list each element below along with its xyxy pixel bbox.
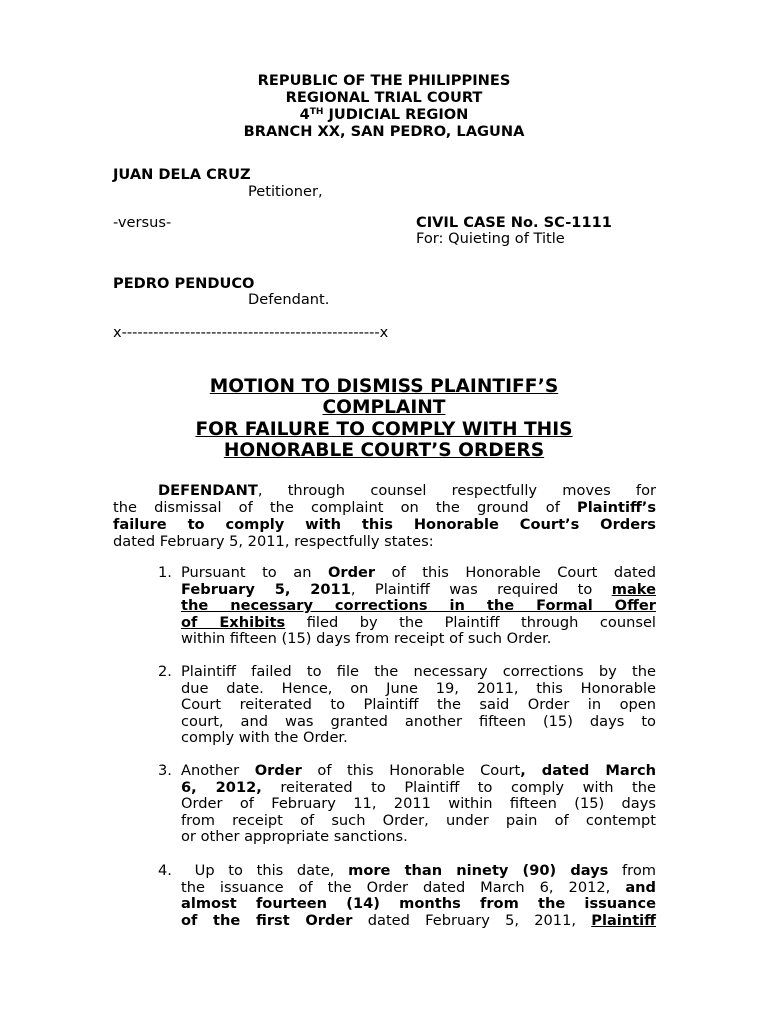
intro-line-4 (113, 533, 656, 550)
item-line: from receipt of such Order, under pain of contempt (181, 811, 656, 829)
item-number: 4. (158, 862, 172, 879)
item-line (181, 565, 656, 582)
case-subject: For: Quieting of Title (416, 230, 565, 247)
item-text: the issuance of the Order dated March 6, 2012, (181, 878, 626, 896)
item-text: of this Honorable Court dated (375, 564, 656, 581)
title-line-2: COMPLAINT (322, 397, 446, 419)
title-line-1: MOTION TO DISMISS PLAINTIFF’S (209, 376, 559, 397)
item-line: comply with the Order. (181, 729, 348, 747)
item-line (181, 763, 656, 780)
item-line: court, and was granted another fifteen (15) days to (181, 712, 656, 730)
item-line (181, 615, 656, 632)
intro-line-3 (113, 516, 656, 533)
intro-defendant: DEFENDANT (158, 482, 258, 499)
petitioner-role: Petitioner, (248, 183, 323, 200)
region-ordinal-suffix: TH (309, 107, 324, 117)
defendant-name: PEDRO PENDUCO (113, 275, 255, 292)
item-line (181, 863, 656, 880)
header-branch: BRANCH XX, SAN PEDRO, LAGUNA (243, 123, 525, 140)
item-bold: of the first Order (181, 911, 353, 929)
item-bold-underline: the necessary corrections in the Formal Offer (181, 597, 656, 615)
item-line (181, 880, 656, 897)
court-header (0, 72, 768, 140)
title-line-4: HONORABLE COURT’S ORDERS (223, 440, 545, 462)
item-line (181, 913, 656, 930)
item-bold-underline: make (611, 580, 657, 598)
header-region (0, 106, 768, 123)
item-line (181, 598, 656, 615)
item-line (181, 780, 656, 797)
item-text: dated February 5, 2011, (352, 911, 592, 929)
defendant-role: Defendant. (248, 291, 330, 308)
item-line (181, 896, 656, 913)
item-body (181, 863, 656, 929)
intro-line-1 (113, 482, 656, 499)
item-number: 3. (158, 762, 172, 779)
intro-plaintiffs: Plaintiff’s (577, 499, 656, 516)
item-bold: 6, 2012, (181, 778, 262, 796)
item-bold: February 5, 2011 (181, 580, 351, 598)
item-text: Another (181, 762, 255, 779)
item-line: Court reiterated to Plaintiff the said Order in open (181, 696, 656, 714)
versus-label: -versus- (113, 214, 172, 231)
item-bold: and (625, 878, 656, 896)
region-number: 4 (299, 106, 310, 123)
item-body (181, 763, 656, 846)
item-bold-underline: Plaintiff (591, 911, 656, 929)
item-line: or other appropriate sanctions. (181, 828, 408, 846)
item-line: due date. Hence, on June 19, 2011, this Honorable (181, 679, 656, 697)
item-text: filed by the Plaintiff through counsel (285, 613, 656, 631)
item-bold-underline: of Exhibits (181, 613, 286, 631)
intro-text-2: the dismissal of the complaint on the ground of (113, 499, 578, 516)
intro-paragraph (113, 482, 656, 550)
item-bold: almost fourteen (14) months from the issuance (181, 895, 656, 913)
item-bold: more than ninety (90) days (348, 862, 609, 879)
item-number: 1. (158, 564, 172, 581)
motion-title (0, 376, 768, 462)
intro-failure: failure to comply with this Honorable Court’s Orders (113, 516, 656, 533)
intro-text-1: , through counsel respectfully moves for (257, 482, 656, 499)
intro-line-2 (113, 499, 656, 516)
item-bold: Order (254, 762, 302, 779)
item-bold: March (605, 762, 656, 779)
header-court: REGIONAL TRIAL COURT (285, 89, 483, 106)
item-body (181, 664, 656, 747)
petitioner-name: JUAN DELA CRUZ (113, 166, 251, 183)
item-text: from (608, 862, 656, 879)
item-line (181, 631, 656, 648)
intro-text-4: dated February 5, 2011, respectfully states: (113, 533, 434, 550)
item-body (181, 565, 656, 648)
item-text: , Plaintiff was required to (350, 580, 612, 598)
header-republic: REPUBLIC OF THE PHILIPPINES (257, 72, 511, 89)
caption-separator: x-------------------------------------------------x (113, 325, 389, 341)
item-text: of this Honorable Court (301, 762, 521, 779)
region-text: JUDICIAL REGION (323, 106, 469, 123)
item-text: within fifteen (15) days from receipt of such Order. (181, 630, 552, 648)
case-number: CIVIL CASE No. SC-1111 (416, 214, 612, 231)
item-number: 2. (158, 663, 172, 680)
item-bold: Order (327, 564, 376, 581)
title-line-3: FOR FAILURE TO COMPLY WITH THIS (195, 418, 573, 440)
item-line: Order of February 11, 2011 within fifteen (15) days (181, 795, 656, 813)
item-text: Up to this date, (181, 862, 349, 879)
item-line (181, 582, 656, 599)
item-bold: , dated (520, 762, 606, 779)
item-text: Pursuant to an (181, 564, 328, 581)
item-text: reiterated to Plaintiff to comply with the (261, 778, 657, 796)
item-line: Plaintiff failed to file the necessary corrections by the (181, 663, 656, 680)
